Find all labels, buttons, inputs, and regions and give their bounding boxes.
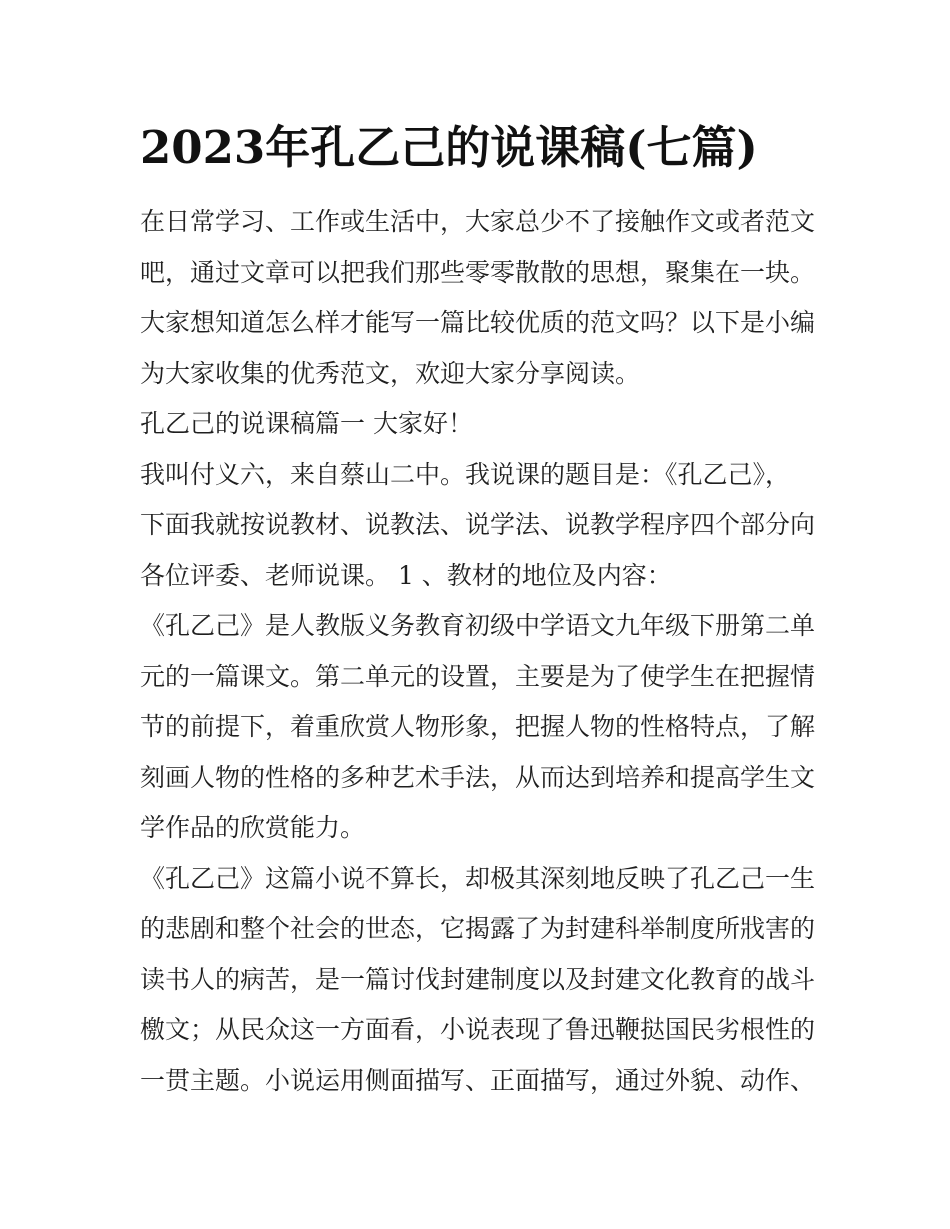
text-line: 檄文；从民众这一方面看，小说表现了鲁迅鞭挞国民劣根性的	[140, 1015, 816, 1044]
document-title: 2023年孔乙己的说课稿(七篇)	[140, 121, 758, 174]
text-line: 节的前提下，着重欣赏人物形象，把握人物的性格特点，了解	[140, 712, 816, 741]
text-line: 孔乙己的说课稿篇一 大家好！	[140, 409, 473, 438]
paragraph-textbook-position	[140, 601, 816, 854]
text-line: 《孔乙己》这篇小说不算长，却极其深刻地反映了孔乙己一生	[140, 863, 816, 893]
text-line: 大家想知道怎么样才能写一篇比较优质的范文吗？以下是小编	[140, 308, 816, 337]
text-line: 下面我就按说教材、说教法、说学法、说教学程序四个部分向	[140, 510, 816, 539]
paragraph-self-intro	[140, 450, 816, 602]
text-line: 刻画人物的性格的多种艺术手法，从而达到培养和提高学生文	[140, 762, 816, 792]
text-line: 读书人的病苦，是一篇讨伐封建制度以及封建文化教育的战斗	[140, 964, 816, 994]
paragraph-story-summary	[140, 854, 816, 1107]
text-line: 学作品的欣赏能力。	[140, 813, 366, 842]
text-line: 一贯主题。小说运用侧面描写、正面描写，通过外貌、动作、	[140, 1065, 816, 1095]
text-line: 《孔乙己》是人教版义务教育初级中学语文九年级下册第二单	[140, 611, 816, 640]
paragraph-intro	[140, 197, 816, 399]
text-line: 的悲剧和整个社会的世态，它揭露了为封建科举制度所戕害的	[140, 914, 816, 943]
text-line: 元的一篇课文。第二单元的设置，主要是为了使学生在把握情	[140, 661, 816, 691]
text-line: 我叫付义六，来自蔡山二中。我说课的题目是：《孔乙己》，	[140, 459, 791, 489]
document-body	[140, 197, 816, 1106]
text-line: 吧，通过文章可以把我们那些零零散散的思想，聚集在一块。	[140, 257, 816, 287]
text-line: 为大家收集的优秀范文，欢迎大家分享阅读。	[140, 358, 641, 388]
text-line: 在日常学习、工作或生活中，大家总少不了接触作文或者范文	[140, 207, 816, 236]
text-line: 各位评委、老师说课。 1 、教材的地位及内容：	[140, 560, 672, 590]
paragraph-greeting	[140, 399, 816, 450]
